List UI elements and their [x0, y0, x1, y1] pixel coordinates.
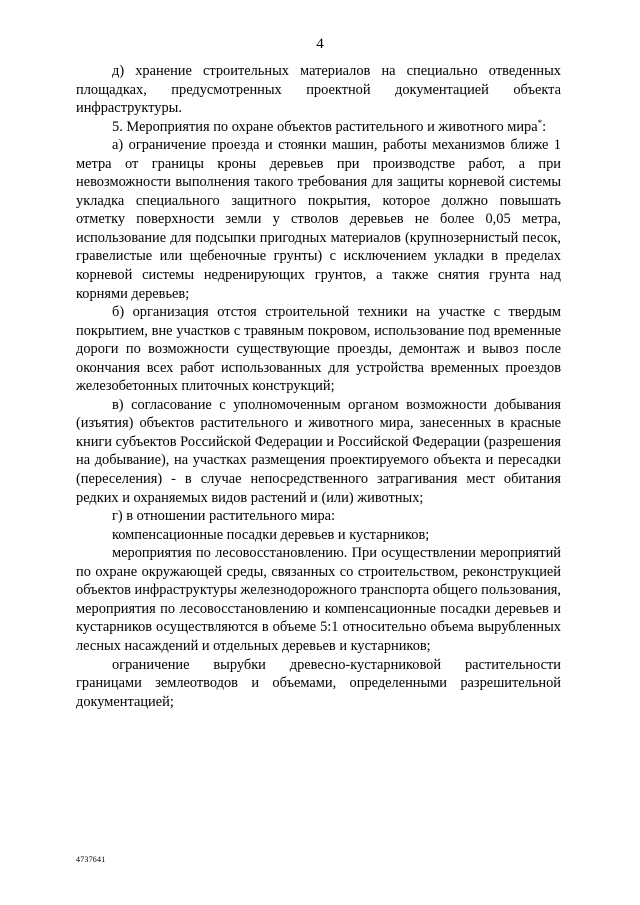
paragraph-d-storage: д) хранение строительных материалов на специально отведенных площадках, предусмотренных проектной документацией объекта инфраструктуры.	[76, 63, 561, 117]
section-5-heading	[76, 118, 561, 137]
section-5-heading-text: 5. Мероприятия по охране объектов растительного и животного мира	[112, 118, 538, 135]
page-number: 4	[316, 36, 324, 52]
paragraph-g-flora: г) в отношении растительного мира:	[112, 508, 336, 525]
paragraph-compensation: компенсационные посадки деревьев и кустарников;	[112, 526, 430, 543]
document-code: 4737641	[76, 855, 106, 864]
paragraph-reforestation: мероприятия по лесовосстановлению. При осуществлении мероприятий по охране окружающей среды, связанных со строительством, реконструкцией объектов инфраструктуры железнодорожного транспорта общего пользования, мероприятия по лесовосстановлению и компенсационные посадки деревьев и кустарников осуществляются в объеме 5:1 относительно объема вырубленных лесных насаждений и отдельных деревьев и кустарников;	[76, 545, 561, 654]
document-body	[76, 62, 561, 711]
paragraph-b-equipment: б) организация отстоя строительной техники на участке с твердым покрытием, вне участков с травяным покровом, использование под временные дороги по возможности существующие проезды, демонтаж и вывоз после окончания всех работ использованных для устройства временных проездов железобетонных плиточных конструкций;	[76, 304, 561, 395]
footnote-marker: *	[537, 117, 543, 128]
paragraph-v-approval: в) согласование с уполномоченным органом возможности добывания (изъятия) объектов растительного и животного мира, занесенных в красные книги субъектов Российской Федерации и Российской Федерации (разрешения на добывание), на участках размещения проектируемого объекта и пересадки (переселения) - в случае непосредственного затрагивания мест обитания редких и охраняемых видов растений и (или) животных;	[76, 396, 561, 506]
paragraph-a-restriction: а) ограничение проезда и стоянки машин, работы механизмов ближе 1 метра от границы кроны деревьев при производстве работ, а при невозможности выполнения такого требования для защиты корневой системы укладка специального защитного покрытия, которое должно повышать отметку поверхности земли у стволов деревьев не более 0,05 метра, использование для подсыпки пригодных материалов (крупнозернистый песок, гравелистые или щебеночные грунты) с исключением укладки в пределах корневой системы недренирующих грунтов, а также снятия грунта над корнями деревьев;	[76, 137, 561, 302]
paragraph-logging-limit: ограничение вырубки древесно-кустарниковой растительности границами землеотводов и объемами, определенными разрешительной документацией;	[76, 656, 561, 710]
heading-colon: :	[542, 118, 547, 135]
